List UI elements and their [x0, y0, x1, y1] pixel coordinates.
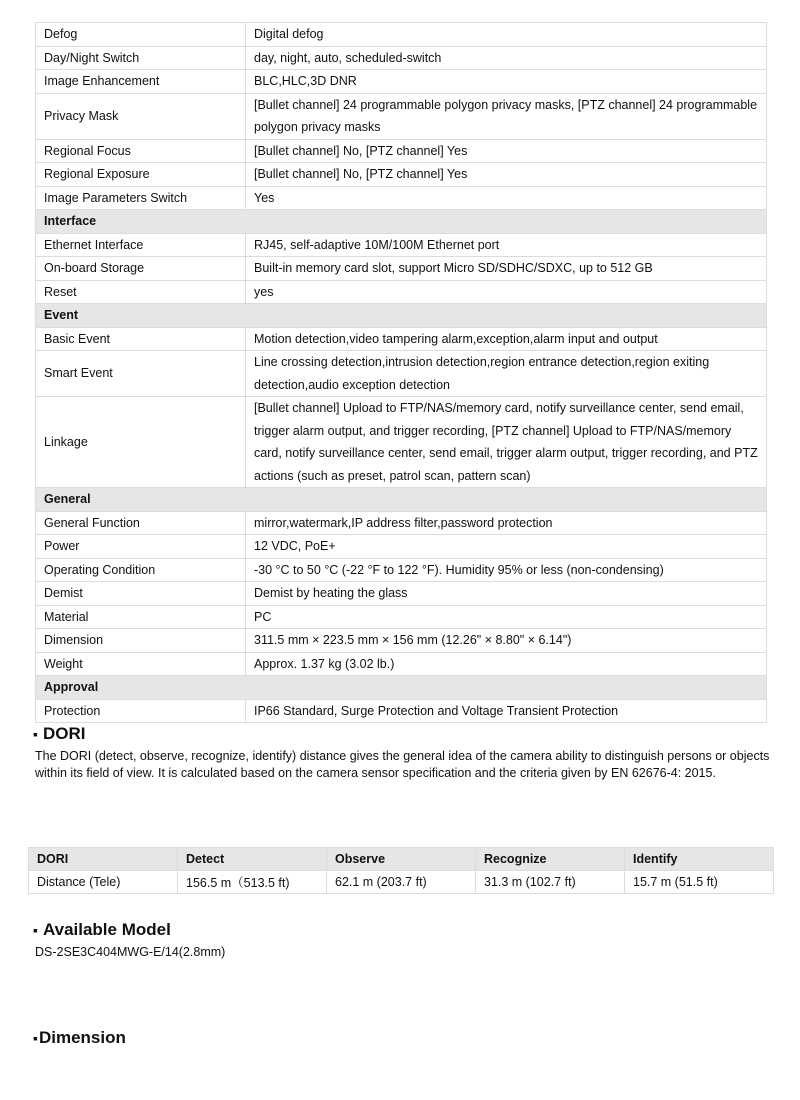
spec-key: Operating Condition	[36, 558, 246, 582]
section-header: Event	[36, 304, 767, 328]
spec-row	[36, 163, 767, 187]
spec-value: [Bullet channel] No, [PTZ channel] Yes	[246, 139, 767, 163]
bullet-icon: ▪	[33, 726, 38, 742]
spec-value: RJ45, self-adaptive 10M/100M Ethernet port	[246, 233, 767, 257]
available-model-heading: ▪ Available Model	[33, 920, 171, 939]
dori-header-row	[29, 848, 774, 871]
spec-value: Yes	[246, 186, 767, 210]
spec-row	[36, 257, 767, 281]
spec-row	[36, 605, 767, 629]
section-header: Interface	[36, 210, 767, 234]
spec-row	[36, 46, 767, 70]
spec-value: BLC,HLC,3D DNR	[246, 70, 767, 94]
spec-key: Regional Exposure	[36, 163, 246, 187]
spec-value: Built-in memory card slot, support Micro SD/SDHC/SDXC, up to 512 GB	[246, 257, 767, 281]
dimension-heading: ▪Dimension	[33, 1028, 126, 1047]
section-header: Approval	[36, 676, 767, 700]
spec-key: Power	[36, 535, 246, 559]
spec-value: [Bullet channel] No, [PTZ channel] Yes	[246, 163, 767, 187]
section-header: General	[36, 488, 767, 512]
spec-key: Ethernet Interface	[36, 233, 246, 257]
section-header-row	[36, 210, 767, 234]
spec-row	[36, 280, 767, 304]
spec-row	[36, 511, 767, 535]
spec-row	[36, 535, 767, 559]
spec-key: Linkage	[36, 397, 246, 488]
spec-value: mirror,watermark,IP address filter,password protection	[246, 511, 767, 535]
spec-row	[36, 397, 767, 488]
spec-value: Motion detection,video tampering alarm,exception,alarm input and output	[246, 327, 767, 351]
spec-row	[36, 327, 767, 351]
spec-value: 311.5 mm × 223.5 mm × 156 mm (12.26" × 8.80" × 6.14")	[246, 629, 767, 653]
spec-row	[36, 652, 767, 676]
dori-data-cell: 31.3 m (102.7 ft)	[476, 871, 625, 894]
section-header-row	[36, 676, 767, 700]
bullet-icon: ▪	[33, 1030, 38, 1046]
spec-value: Digital defog	[246, 23, 767, 47]
spec-key: On-board Storage	[36, 257, 246, 281]
specification-table	[35, 22, 767, 723]
spec-row	[36, 70, 767, 94]
spec-value: day, night, auto, scheduled-switch	[246, 46, 767, 70]
spec-value: Demist by heating the glass	[246, 582, 767, 606]
spec-key: Material	[36, 605, 246, 629]
spec-key: Basic Event	[36, 327, 246, 351]
spec-key: Demist	[36, 582, 246, 606]
dori-data-cell: Distance (Tele)	[29, 871, 178, 894]
spec-value: -30 °C to 50 °C (-22 °F to 122 °F). Humidity 95% or less (non-condensing)	[246, 558, 767, 582]
spec-row	[36, 558, 767, 582]
section-header-row	[36, 304, 767, 328]
spec-value: PC	[246, 605, 767, 629]
spec-row	[36, 233, 767, 257]
spec-key: Privacy Mask	[36, 93, 246, 139]
spec-row	[36, 93, 767, 139]
dori-header-cell: DORI	[29, 848, 178, 871]
spec-key: Protection	[36, 699, 246, 723]
spec-value: IP66 Standard, Surge Protection and Voltage Transient Protection	[246, 699, 767, 723]
model-number: DS-2SE3C404MWG-E/14(2.8mm)	[35, 945, 226, 959]
spec-row	[36, 139, 767, 163]
spec-key: Day/Night Switch	[36, 46, 246, 70]
spec-value: 12 VDC, PoE+	[246, 535, 767, 559]
dori-description: The DORI (detect, observe, recognize, identify) distance gives the general idea of the camera ability to distinguish persons or objects within its field of view. It is calculated based on the camera sensor specification and the criteria given by EN 62676-4: 2015.	[35, 749, 770, 780]
spec-value: Approx. 1.37 kg (3.02 lb.)	[246, 652, 767, 676]
spec-value: Line crossing detection,intrusion detection,region entrance detection,region exiting detection,audio exception detection	[246, 351, 767, 397]
spec-key: Smart Event	[36, 351, 246, 397]
dori-data-row	[29, 871, 774, 894]
dori-header-cell: Recognize	[476, 848, 625, 871]
spec-row	[36, 23, 767, 47]
dori-data-cell: 62.1 m (203.7 ft)	[327, 871, 476, 894]
spec-row	[36, 699, 767, 723]
spec-row	[36, 351, 767, 397]
spec-key: Regional Focus	[36, 139, 246, 163]
spec-value: yes	[246, 280, 767, 304]
spec-value: [Bullet channel] Upload to FTP/NAS/memory card, notify surveillance center, send email, trigger alarm output, and trigger recording, [PTZ channel] Upload to FTP/NAS/memory card, notify surveillance center, send email, trigger alarm output, trigger recording, and PTZ actions (such as preset, patrol scan, pattern scan)	[246, 397, 767, 488]
dori-table	[28, 847, 774, 894]
dori-heading: ▪ DORI	[33, 724, 86, 743]
section-header-row	[36, 488, 767, 512]
spec-row	[36, 629, 767, 653]
dori-data-cell: 156.5 m（513.5 ft)	[178, 871, 327, 894]
bullet-icon: ▪	[33, 922, 38, 938]
spec-key: Dimension	[36, 629, 246, 653]
spec-key: Weight	[36, 652, 246, 676]
dori-header-cell: Detect	[178, 848, 327, 871]
dori-header-cell: Identify	[625, 848, 774, 871]
spec-key: Image Enhancement	[36, 70, 246, 94]
spec-row	[36, 582, 767, 606]
spec-key: Defog	[36, 23, 246, 47]
spec-key: Reset	[36, 280, 246, 304]
spec-key: General Function	[36, 511, 246, 535]
spec-key: Image Parameters Switch	[36, 186, 246, 210]
dori-data-cell: 15.7 m (51.5 ft)	[625, 871, 774, 894]
dori-header-cell: Observe	[327, 848, 476, 871]
spec-value: [Bullet channel] 24 programmable polygon privacy masks, [PTZ channel] 24 programmable polygon privacy masks	[246, 93, 767, 139]
spec-row	[36, 186, 767, 210]
